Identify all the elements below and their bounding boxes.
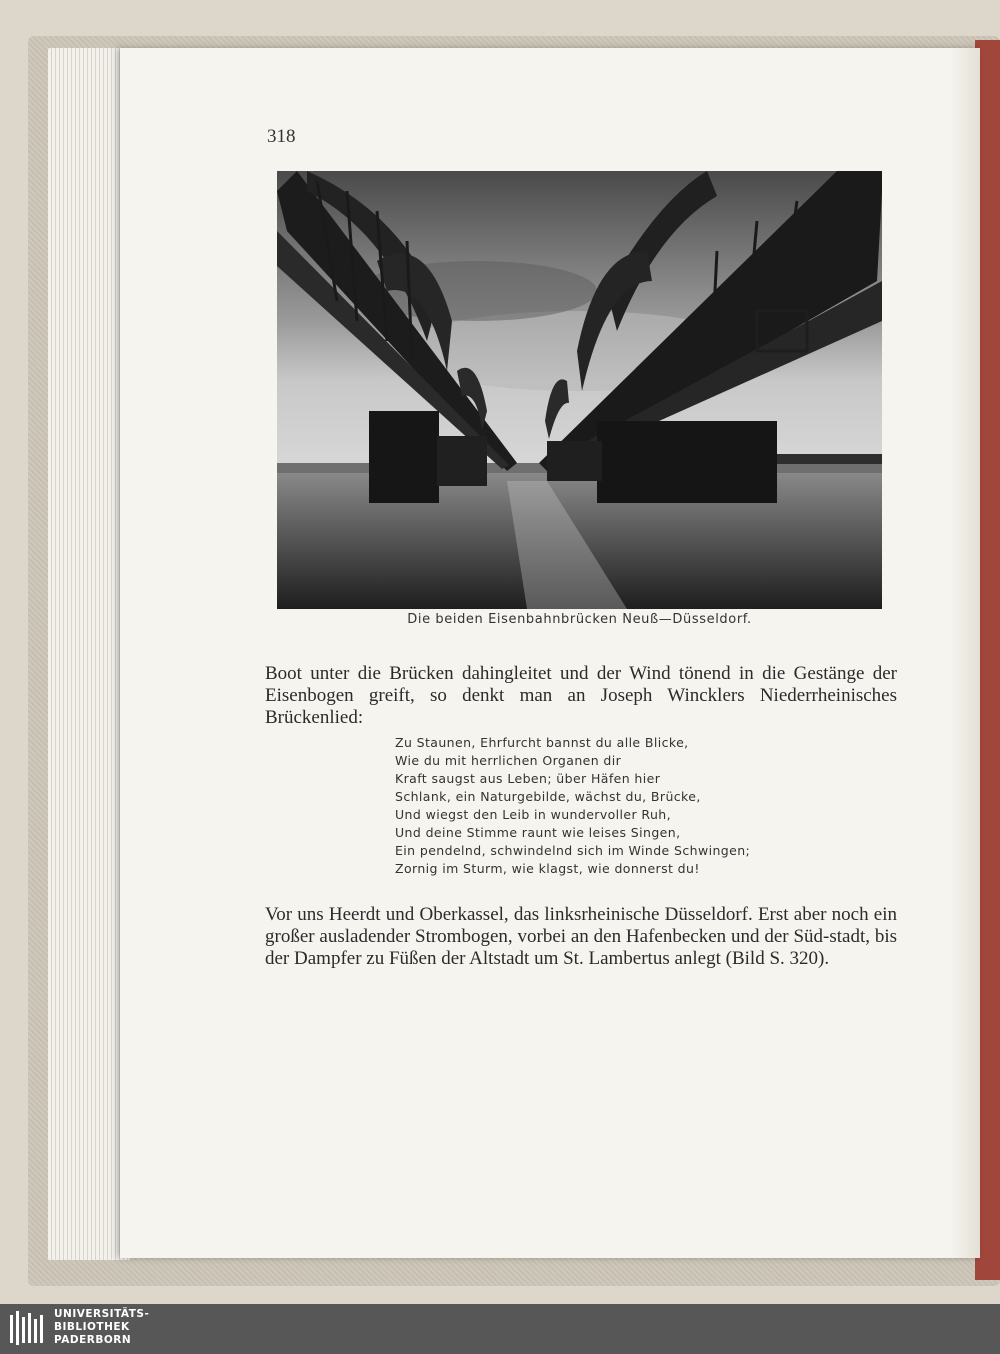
page-number: 318 — [267, 126, 296, 147]
library-name-line: UNIVERSITÄTS- — [54, 1308, 150, 1320]
poem-line: Zu Staunen, Ehrfurcht bannst du alle Blicke, — [395, 735, 689, 750]
poem-line: Wie du mit herrlichen Organen dir — [395, 753, 622, 768]
library-footer — [0, 1304, 1000, 1354]
paragraph-2: Vor uns Heerdt und Oberkassel, das linksrheinische Düsseldorf. Erst aber noch ein großer ausladender Strombogen, vorbei an den Hafenbecken und der Süd-stadt, bis der Dampfer zu Füßen der Altstadt um St. Lambertus anlegt (Bild S. 320). — [265, 904, 897, 969]
photo-caption: Die beiden Eisenbahnbrücken Neuß—Düsseldorf. — [407, 612, 752, 627]
paragraph-1: Boot unter die Brücken dahingleitet und der Wind tönend in die Gestänge der Eisenbogen greift, so denkt man an Joseph Wincklers Niederrheinisches Brückenlied: — [265, 663, 897, 728]
library-name-line: BIBLIOTHEK — [54, 1321, 130, 1333]
page-gutter-shadow — [950, 48, 980, 1258]
page-stack — [48, 48, 130, 1260]
library-name — [54, 1308, 149, 1347]
poem-line: Und deine Stimme raunt wie leises Singen, — [395, 825, 681, 840]
poem-line: Kraft saugst aus Leben; über Häfen hier — [395, 771, 661, 786]
poem-line: Und wiegst den Leib in wundervoller Ruh, — [395, 807, 671, 822]
library-name-line: PADERBORN — [54, 1334, 132, 1346]
poem-line: Zornig im Sturm, wie klagst, wie donnerst du! — [395, 861, 700, 876]
poem — [395, 734, 750, 878]
bridge-photo — [277, 171, 882, 609]
poem-line: Ein pendelnd, schwindelnd sich im Winde Schwingen; — [395, 843, 751, 858]
poem-line: Schlank, ein Naturgebilde, wächst du, Brücke, — [395, 789, 701, 804]
library-logo-icon — [8, 1309, 48, 1349]
